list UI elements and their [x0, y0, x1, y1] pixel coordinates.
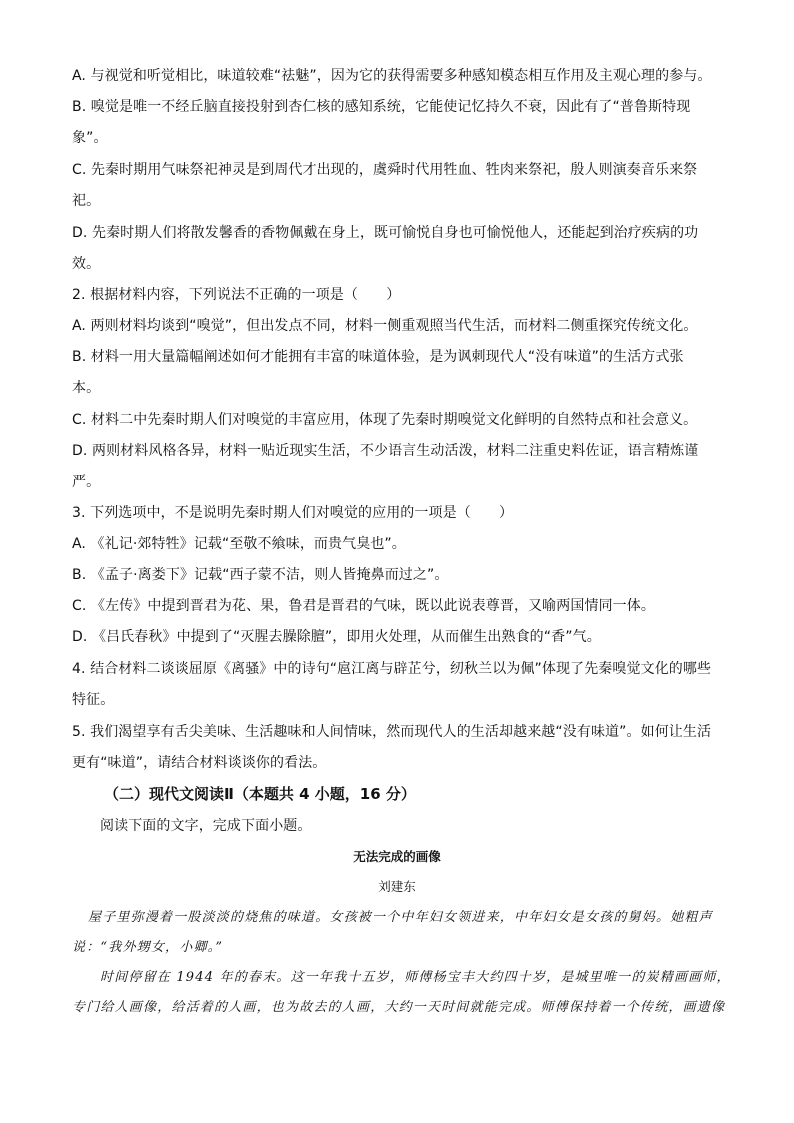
- story-title: 无法完成的画像: [353, 849, 441, 864]
- story-paragraph: 时间停留在 1944 年的春末。这一年我十五岁，师傅杨宝丰大约四十岁，是城里唯一的炭精画画师，: [100, 970, 731, 985]
- option-line: C. 先秦时期用气味祭祀神灵是到周代才出现的，虞舜时代用牲血、牲肉来祭祀，殷人则演奏音乐来祭: [72, 162, 698, 178]
- option-line-continued: 象”。: [72, 130, 108, 146]
- option-line-continued: 祀。: [72, 193, 101, 209]
- question-5: 5. 我们渴望享有舌尖美味、生活趣味和人间情味，然而现代人的生活却越来越“没有味道”。如何让生活: [72, 724, 712, 740]
- option-line: A. 《礼记·郊特牲》记载“至敬不飨味，而贵气臭也”。: [72, 536, 406, 552]
- option-line: A. 两则材料均谈到“嗅觉”，但出发点不同，材料一侧重观照当代生活，而材料二侧重探究传统文化。: [72, 318, 698, 334]
- question-4-continued: 特征。: [72, 692, 115, 708]
- option-line: D. 两则材料风格各异，材料一贴近现实生活，不少语言生动活泼，材料二注重史料佐证，语言精炼谨: [72, 443, 699, 459]
- option-line-continued: 效。: [72, 256, 101, 272]
- instruction: 阅读下面的文字，完成下面小题。: [100, 818, 312, 834]
- option-line: A. 与视觉和听觉相比，味道较难“祛魅”，因为它的获得需要多种感知模态相互作用及主观心理的参与。: [72, 68, 712, 84]
- story-paragraph-continued: 说：“我外甥女，小卿。”: [72, 940, 224, 955]
- option-line: B. 材料一用大量篇幅阐述如何才能拥有丰富的味道体验，是为讽刺现代人“没有味道”的生活方式张: [72, 349, 684, 365]
- option-line: B. 《孟子·离娄下》记载“西子蒙不洁，则人皆掩鼻而过之”。: [72, 567, 449, 583]
- story-author: 刘建东: [378, 879, 416, 894]
- question-3: 3. 下列选项中，不是说明先秦时期人们对嗅觉的应用的一项是（ ）: [72, 505, 514, 521]
- option-line-continued: 严。: [72, 474, 101, 490]
- option-line-continued: 本。: [72, 380, 101, 396]
- section-title: （二）现代文阅读Ⅱ（本题共 4 小题，16 分）: [104, 785, 416, 803]
- question-2: 2. 根据材料内容，下列说法不正确的一项是（ ）: [72, 287, 401, 303]
- option-line: B. 嗅觉是唯一不经丘脑直接投射到杏仁核的感知系统，它能使记忆持久不衰，因此有了“普鲁斯特现: [72, 99, 691, 115]
- option-line: D. 《吕氏春秋》中提到了“灭腥去臊除膻”，即用火处理，从而催生出熟食的“香”气。: [72, 629, 601, 645]
- option-line: C. 材料二中先秦时期人们对嗅觉的丰富应用，体现了先秦时期嗅觉文化鲜明的自然特点和社会意义。: [72, 412, 698, 428]
- question-5-continued: 更有“味道”，请结合材料谈谈你的看法。: [72, 755, 327, 771]
- story-paragraph: 屋子里弥漫着一股淡淡的烧焦的味道。女孩被一个中年妇女领进来，中年妇女是女孩的舅妈。她粗声: [88, 910, 713, 925]
- question-4: 4. 结合材料二谈谈屈原《离骚》中的诗句“扈江离与辟芷兮，纫秋兰以为佩”体现了先秦嗅觉文化的哪些: [72, 661, 712, 677]
- option-line: D. 先秦时期人们将散发馨香的香物佩戴在身上，既可愉悦自身也可愉悦他人，还能起到治疗疾病的功: [72, 225, 699, 241]
- story-paragraph-continued: 专门给人画像，给活着的人画，也为故去的人画，大约一天时间就能完成。师傅保持着一个传统，画遗像: [72, 1000, 726, 1015]
- option-line: C. 《左传》中提到晋君为花、果，鲁君是晋君的气味，既以此说表尊晋，又喻两国情同一体。: [72, 598, 655, 614]
